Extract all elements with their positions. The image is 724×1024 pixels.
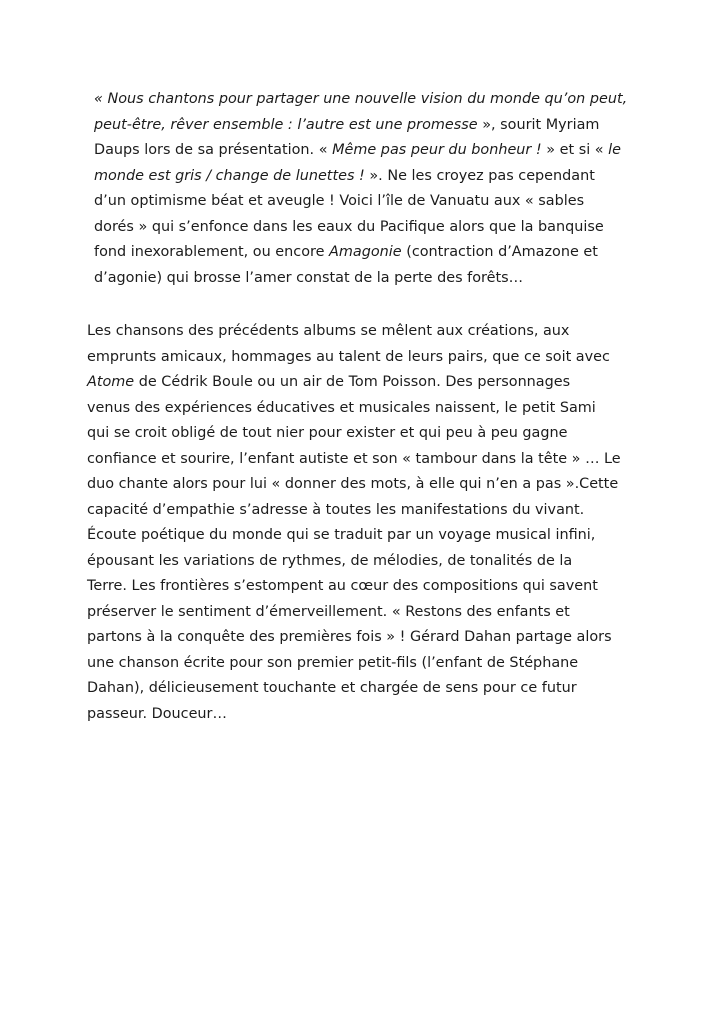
text-line — [87, 345, 621, 371]
text-run: » et si « — [541, 142, 609, 158]
quote-italic: « Nous chantons pour partager une nouvelle vision du monde qu’on peut, — [94, 91, 628, 107]
text-line — [87, 574, 621, 600]
text-run: Terre. Les frontières s’estompent au cœur des compositions qui savent — [87, 578, 598, 594]
text-line — [87, 396, 621, 422]
text-line — [87, 498, 621, 524]
text-run: Dahan), délicieusement touchante et chargée de sens pour ce futur — [87, 680, 577, 696]
paragraph-1 — [94, 87, 627, 291]
text-line — [87, 523, 621, 549]
text-line — [87, 421, 621, 447]
title-italic: Amagonie — [329, 244, 402, 260]
text-run: ». Ne les croyez pas cependant — [364, 167, 595, 184]
text-line — [87, 549, 621, 575]
text-line — [87, 676, 621, 702]
text-line — [94, 189, 627, 215]
text-run: confiance et sourire, l’enfant autiste et son « tambour dans la tête » … Le — [87, 450, 621, 467]
quote-italic: le — [608, 142, 622, 158]
text-run: épousant les variations de rythmes, de mélodies, de tonalités de la — [87, 552, 573, 569]
text-run: (contraction d’Amazone et — [401, 244, 598, 260]
text-run: Écoute poétique du monde qui se traduit par un voyage musical infini, — [87, 527, 596, 543]
text-run: dorés » qui s’enfonce dans les eaux du Pacifique alors que la banquise — [94, 218, 604, 235]
text-line — [87, 370, 621, 396]
text-line — [94, 113, 627, 139]
text-run: venus des expériences éducatives et musicales naissent, le petit Sami — [87, 399, 596, 416]
text-run: d’agonie) qui brosse l’amer constat de la perte des forêts… — [94, 269, 524, 286]
text-line — [94, 164, 627, 190]
text-line — [87, 702, 621, 728]
text-line — [94, 215, 627, 241]
text-line — [94, 266, 627, 292]
text-run: », sourit Myriam — [477, 116, 600, 133]
text-line — [94, 87, 627, 113]
text-line — [87, 600, 621, 626]
text-line — [87, 625, 621, 651]
text-line — [87, 651, 621, 677]
text-run: fond inexorablement, ou encore — [94, 244, 330, 260]
text-run: emprunts amicaux, hommages au talent de leurs pairs, que ce soit avec — [87, 348, 610, 365]
text-run: une chanson écrite pour son premier petit-fils (l’enfant de Stéphane — [87, 654, 579, 671]
paragraph-2 — [87, 319, 621, 727]
quote-italic: peut-être, rêver ensemble : l’autre est une promesse — [94, 116, 478, 133]
quote-italic: Même pas peur du bonheur ! — [332, 142, 542, 158]
text-run: passeur. Douceur… — [87, 705, 227, 722]
text-run: qui se croit obligé de tout nier pour exister et qui peu à peu gagne — [87, 425, 568, 441]
text-run: Les chansons des précédents albums se mêlent aux créations, aux — [87, 323, 570, 339]
text-run: d’un optimisme béat et aveugle ! Voici l’île de Vanuatu aux « sables — [94, 193, 585, 209]
text-run: capacité d’empathie s’adresse à toutes les manifestations du vivant. — [87, 501, 585, 518]
text-run: partons à la conquête des premières fois » ! Gérard Dahan partage alors — [87, 629, 612, 645]
text-run: de Cédrik Boule ou un air de Tom Poisson. Des personnages — [134, 374, 571, 390]
text-run: Daups lors de sa présentation. « — [94, 142, 333, 158]
text-line — [94, 240, 627, 266]
text-run: duo chante alors pour lui « donner des mots, à elle qui n’en a pas ».Cette — [87, 476, 619, 492]
title-italic: Atome — [87, 374, 135, 390]
quote-italic: monde est gris / change de lunettes ! — [94, 167, 365, 184]
text-run: préserver le sentiment d’émerveillement. « Restons des enfants et — [87, 603, 570, 620]
text-line — [94, 138, 627, 164]
text-line — [87, 447, 621, 473]
text-line — [87, 472, 621, 498]
text-line — [87, 319, 621, 345]
